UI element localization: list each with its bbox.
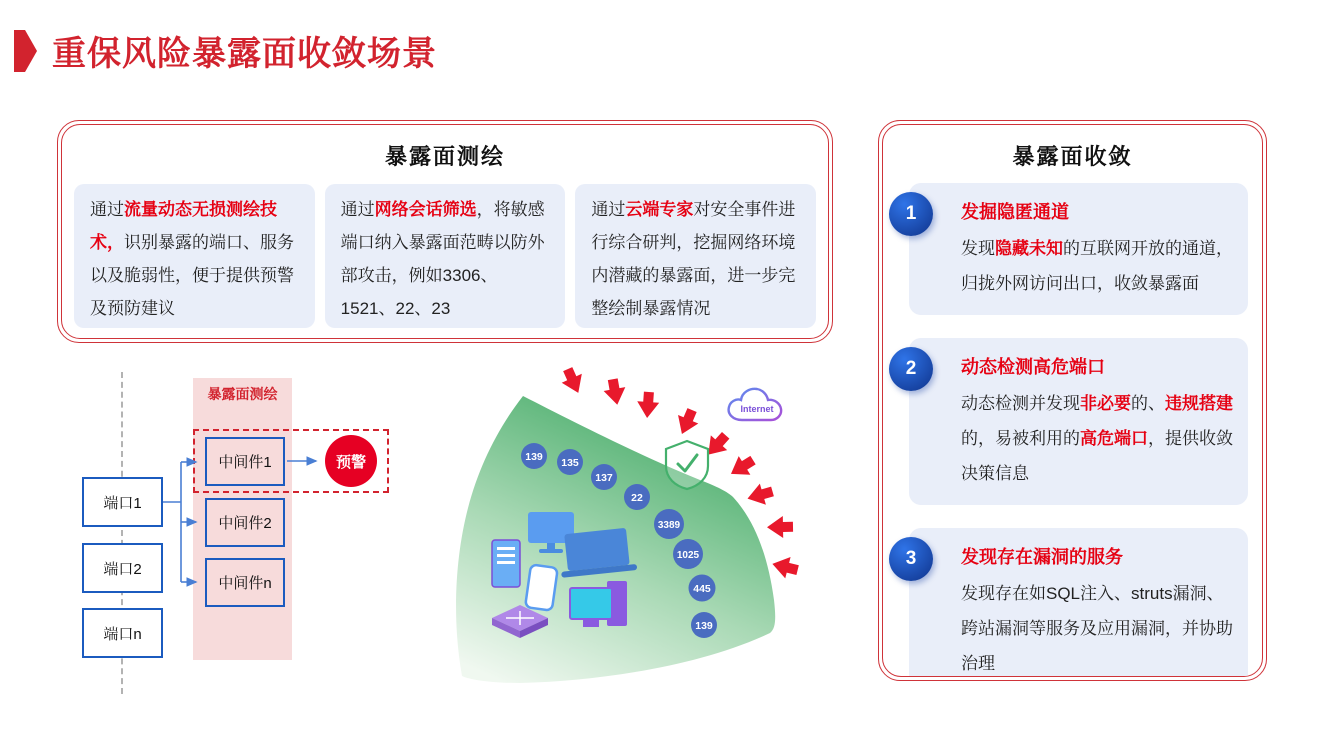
convergence-item-body: 发现存在如SQL注入、struts漏洞、跨站漏洞等服务及应用漏洞，并协助治理	[961, 584, 1233, 673]
flow-connectors	[155, 430, 335, 595]
port-bubble	[557, 449, 583, 475]
attack-arrow-icon	[602, 377, 628, 406]
port-bubble	[521, 443, 547, 469]
svg-text:139: 139	[525, 451, 543, 463]
convergence-items	[883, 171, 1262, 677]
mapping-cards-row	[62, 171, 828, 328]
attack-arrow-icon	[558, 365, 589, 398]
convergence-panel-title: 暴露面收敛	[1012, 144, 1133, 169]
attack-arrow-icon	[672, 406, 702, 439]
port-bubble	[654, 509, 684, 539]
svg-text:22: 22	[631, 492, 643, 504]
middleware-1-box: 中间件1	[205, 437, 285, 486]
svg-text:3389: 3389	[657, 520, 681, 531]
svg-text:135: 135	[561, 457, 579, 469]
port-bubble	[689, 575, 716, 602]
mapping-panel-title: 暴露面测绘	[384, 144, 505, 169]
mapping-card-traffic: 通过流量动态无损测绘技术，识别暴露的端口、服务以及脆弱性，便于提供预警及预防建议	[74, 184, 315, 328]
svg-text:1025: 1025	[676, 550, 700, 561]
convergence-item-vulnerable-services	[905, 528, 1248, 677]
port-bubble	[691, 612, 717, 638]
mapping-panel-inner	[61, 124, 829, 339]
attack-arrow-icon	[725, 451, 759, 483]
mapping-card-cloud-expert: 通过云端专家对安全事件进行综合研判，挖掘网络环境内潜藏的暴露面，进一步完整绘制暴露情况	[575, 184, 816, 328]
page-title: 重保风险暴露面收敛场景	[52, 35, 437, 73]
step-2-badge: 2	[889, 347, 933, 391]
port-1-box: 端口1	[82, 477, 163, 527]
phone-icon	[525, 564, 558, 610]
laptop-icon	[557, 527, 637, 578]
convergence-panel	[878, 120, 1267, 681]
step-3-badge: 3	[889, 537, 933, 581]
svg-text:139: 139	[695, 620, 713, 632]
convergence-item-body: 发现隐藏未知的互联网开放的通道，归拢外网访问出口，收敛暴露面	[961, 239, 1233, 293]
convergence-item-body: 动态检测并发现非必要的、违规搭建的，易被利用的高危端口，提供收敛决策信息	[961, 394, 1233, 483]
convergence-item-heading: 发掘隐匿通道	[961, 202, 1069, 222]
step-1-badge: 1	[889, 192, 933, 236]
port-bubble	[673, 539, 703, 569]
convergence-item-high-risk-ports	[905, 338, 1248, 505]
svg-text:137: 137	[595, 472, 613, 484]
mapping-card-session: 通过网络会话筛选，将敏感端口纳入暴露面范畴以防外部攻击，例如3306、1521、22、23	[325, 184, 566, 328]
attack-arrow-icon	[767, 516, 793, 538]
mapping-zone-label: 暴露面测绘	[207, 386, 278, 402]
port-bubble	[591, 464, 617, 490]
convergence-item-heading: 动态检测高危端口	[961, 357, 1105, 377]
convergence-panel-inner	[882, 124, 1263, 677]
exposure-illustration	[440, 358, 832, 702]
port-bubble	[624, 484, 650, 510]
shield-check-icon	[666, 441, 708, 489]
internet-label: Internet	[740, 404, 774, 414]
port-n-box: 端口n	[82, 608, 163, 658]
convergence-item-hidden-channels	[905, 183, 1248, 315]
attack-arrow-icon	[744, 481, 775, 509]
middleware-2-box: 中间件2	[205, 498, 285, 547]
attack-arrow-icon	[770, 553, 801, 581]
mapping-panel	[57, 120, 833, 343]
convergence-item-heading: 发现存在漏洞的服务	[961, 547, 1123, 567]
attack-arrow-icon	[636, 391, 660, 418]
port-2-box: 端口2	[82, 543, 163, 593]
alert-circle: 预警	[325, 435, 377, 487]
svg-text:445: 445	[693, 583, 711, 595]
middleware-n-box: 中间件n	[205, 558, 285, 607]
server-icon	[492, 540, 520, 587]
title-pennant-icon	[14, 30, 37, 72]
internet-cloud-icon	[729, 389, 782, 420]
